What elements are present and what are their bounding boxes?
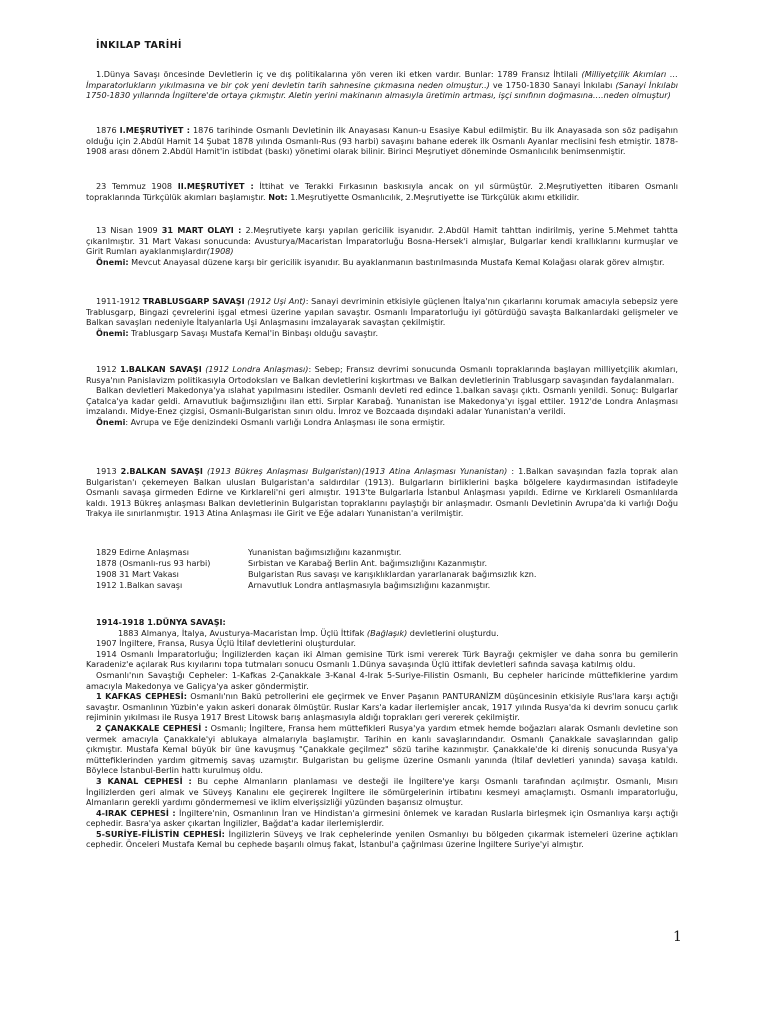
p7-paren: (1913 Bükreş Anlaşması Bulgaristan)(1913 Atina Anlaşması Yunanistan): [202, 466, 508, 476]
table-cell-result: Bulgaristan Rus savaşı ve karışıklıklardan yararlanarak bağımsızlık kzn.: [248, 569, 537, 579]
p4-text: 2.Meşrutiyete karşı yapılan gericilik isyanıdır. 2.Abdül Hamit tahttan indirilmiş, yerine 5.Mehmet tahtta çıkarılmıştır. 31 Mart Vakası sonucunda: Avusturya/Macaristan İmparatorluğu Bosna-Hersek'i almışlar, Bulgarlar kendi krallıklarını kurmuşlar ve Girit Rumları ayaklanmışlardır: [86, 225, 678, 257]
page-number: 1: [673, 929, 682, 945]
table-cell-event: 1829 Edirne Anlaşması: [96, 547, 189, 557]
paragraph-31-march: [86, 225, 678, 267]
table-cell-event: 1908 31 Mart Vakası: [96, 569, 179, 579]
table-cell-event: 1878 (Osmanlı-rus 93 harbi): [96, 558, 211, 568]
p5-paren: (1912 Uşi Ant): [244, 296, 306, 306]
p5-years: 1911-1912: [96, 296, 143, 306]
p4-heading: 31 MART OLAYI :: [161, 225, 242, 235]
kanal-text: Bu cephe Almanların planlaması ve desteği ile İngiltere'ye karşı Osmanlı tarafından açılmıştır. Osmanlı, Mısırı İngilizlerden geri almak ve Süveyş Kanalını ele geçirerek İngiltere ile sömürgelerinin irtibatını kesmeyi amaçlamıştı. Osmanlı imparatorluğu, Almanların gerekli yardımı göndermemesi ve iklim elverişsizliği yüzünden başarısız olmuştur.: [86, 775, 678, 808]
p1-text-c: ve 1750-1830 Sanayi İnkılabı: [489, 79, 616, 90]
table-cell-event: 1912 1.Balkan savaşı: [96, 580, 183, 590]
p6-heading: 1.BALKAN SAVAŞI: [120, 364, 202, 374]
paragraph-tripoli-war: [86, 296, 678, 338]
ww1-line2: 1907 İngiltere, Fransa, Rusya Üçlü İtilaf devletlerini oluşturdular.: [96, 638, 356, 649]
page-title: İNKILAP TARİHİ: [96, 40, 182, 51]
p6-onemi: : Avrupa ve Eğe denizindeki Osmanlı varlığı Londra Anlaşması ile sona ermiştir.: [125, 416, 446, 427]
p1-text-a: 1.Dünya Savaşı öncesinde Devletlerin iç ve dış politikalarına yön veren iki etken vardır. Bunlar: 1789 Fransız İhtilali: [96, 69, 582, 79]
p4-onemi: Mevcut Anayasal düzene karşı bir gericilik isyanıdır. Bu ayaklanmanın bastırılmasında Mustafa Kemal Kolağası olarak görev almıştır.: [128, 256, 665, 267]
ww1-line1a: 1883 Almanya, İtalya, Avusturya-Macaristan İmp. Üçlü İttifak: [118, 627, 367, 638]
ww1-line3: 1914 Osmanlı İmparatorluğu; İngilizlerden kaçan iki Alman gemisine Türk ismi vererek Türk Bayrağı çekmişler ve daha sonra bu gemilerin Karadeniz'e açılarak Rus kıyılarını topa tutmaları sonucu Osmanlı 1.Dünya savaşında Üçlü ittifak devletleri safında savaşa katılmış oldu.: [86, 648, 678, 670]
table-row: [86, 547, 678, 558]
irak-text: İngiltere'nin, Osmanlının İran ve Hindistan'a girmesini önlemek ve karadan Ruslarla birleşmek için Osmanlıya karşı açtığı cephedir. Basra'ya asker çıkartan İngilizler, Bağdat'a kadar ilerlemişlerdir.: [86, 807, 678, 829]
document-page: [86, 0, 686, 1024]
paragraph-first-balkan-war: [86, 364, 678, 428]
table-cell-result: Yunanistan bağımsızlığını kazanmıştır.: [248, 547, 402, 557]
p5-onemi-label: Önemi:: [96, 327, 129, 338]
independence-table: [86, 547, 678, 591]
p3-heading: II.MEŞRUTİYET :: [177, 181, 254, 191]
ww1-fronts: Osmanlı'nın Savaştığı Cepheler: 1-Kafkas 2-Çanakkale 3-Kanal 4-Irak 5-Suriye-Filistin Osmanlı, Bu cepheler haricinde müttefiklerine yardım amacıyla Makedonya ve Galiçya'ya asker göndermiştir.: [86, 669, 678, 691]
p6-text1: : Sebep; Fransız devrimi sonucunda Osmanlı topraklarında başlayan milliyetçilik akımları, Rusya'nın Panislavizm politikasıyla Ortodoksları ve Balkan devletlerini kışkırtması ve Balkan devletlerinin Trablusgarp savaşından faydalanmaları.: [86, 364, 678, 385]
p6-year: 1912: [96, 364, 121, 374]
paragraph-second-constitutional: [86, 181, 678, 202]
canakkale-heading: 2 ÇANAKKALE CEPHESİ :: [96, 722, 208, 733]
p5-heading: TRABLUSGARP SAVAŞI: [142, 296, 245, 306]
kanal-heading: 3 KANAL CEPHESİ :: [96, 775, 192, 786]
table-row: [86, 580, 678, 591]
suriye-heading: 5-SURİYE-FİLİSTİN CEPHESİ:: [96, 828, 225, 839]
p2-year: 1876: [96, 125, 120, 135]
p3-date: 23 Temmuz 1908: [96, 181, 178, 191]
p5-onemi: Trablusgarp Savaşı Mustafa Kemal'in Binbaşı olduğu savaştır.: [128, 327, 379, 338]
p1-nationalism-note: (Milliyetçilik Akımları …İmparatorlukların yıkılmasına ve bir çok yeni devletin tarih sahnesine çıkmasına neden olmuştur..): [86, 69, 678, 90]
p1-industrial-note: (Sanayi İnkılabı 1750-1830 yıllarında İngiltere'de ortaya çıkmıştır. Aletin yerini makinanın almasıyla üretimin artması, işçi sınıfının doğmasına….neden olmuştur): [86, 79, 678, 101]
p3-note: 1.Meşrutiyette Osmanlıcılık, 2.Meşrutiyette ise Türkçülük akımı etkilidir.: [287, 191, 580, 202]
p3-text: İttihat ve Terakki Fırkasının baskısıyla ancak on yıl sürmüştür. 2.Meşrutiyetten itibaren Osmanlı topraklarında Türkçülük akımları başlamıştır.: [86, 181, 679, 202]
ww1-line1b: (Bağlaşık): [366, 627, 408, 638]
ww1-line1c: devletlerini oluşturdu.: [407, 627, 499, 638]
paragraph-first-constitutional: [86, 125, 678, 157]
table-cell-result: Sırbistan ve Karabağ Berlin Ant. bağımsızlığını Kazanmıştır.: [248, 558, 488, 568]
paragraph-ww1-causes: [86, 69, 678, 101]
p4-onemi-label: Önemi:: [96, 256, 129, 267]
kafkas-text: Osmanlı'nın Bakü petrollerini ele geçirmek ve Enver Paşanın PANTURANİZM düşüncesinin etkisiyle Rus'lara karşı açtığı savaştır. Osmanlının Yüzbin'e yakın askeri donarak ölmüştür. Ruslar Kars'a kadar ilerlemişler ancak, 1917 yılında Rusya'da ki devrim sonucu çarlık rejiminin yıkılması ile Rusya 1917 Brest Litowsk barış anlaşmasıyla aldığı toprakları geri vererek çekilmiştir.: [86, 691, 679, 723]
p6-onemi-label: Önemi: [96, 416, 126, 427]
p6-paren: (1912 Londra Anlaşması): [201, 364, 309, 374]
p2-text: 1876 tarihinde Osmanlı Devletinin ilk Anayasası Kanun-u Esasiye Kabul edilmiştir. Bu ilk Anayasada son söz padişahın olduğu için 2.Abdül Hamit 14 Şubat 1878 yılında Osmanlı-Rus (93 harbi) savaşını bahane ederek ilk Osmanlı Ayanlar meclisini fesh etmiştir. 1878-1908 arası dönem 2.Abdül Hamit'in istibdat (baskı) yönetimi olarak bilinir. Birinci Meşrutiyet döneminde Osmanlıcılık benimsenmiştir.: [86, 125, 678, 157]
section-world-war-one: [86, 617, 678, 850]
kafkas-heading: 1 KAFKAS CEPHESİ:: [96, 691, 187, 702]
p3-note-label: Not:: [268, 191, 288, 202]
p4-paren: (1908): [206, 246, 234, 257]
p7-year: 1913: [96, 466, 121, 476]
p7-text: : 1.Balkan savaşından fazla toprak alan Bulgaristan'ı çekemeyen Balkan ulusları Bulgaristan'a saldırdılar (1913). Bulgarların birliklerini başka bölgelere kaydırmasından istifadeyle Osmanlı savaşa girmeden Edirne ve Kırklareli'ni geri almıştır. 1913'te Bulgarlarla İstanbul Anlaşması yapıldı. Edirne ve Kırklareli Osmanlılarda kaldı. 1913 Bükreş anlaşması Balkan devletlerinin Bulgaristan topraklarını paylaştığı bir anlaşmadır. Osmanlı Devletinin Avrupa'da ki varlığı Doğu Trakya ile sınırlanmıştır. 1913 Atina Anlaşması ile Girit ve Eğe adaları Yunanistan'a verilmiştir.: [86, 466, 678, 519]
paragraph-second-balkan-war: [86, 466, 678, 519]
p4-date: 13 Nisan 1909: [96, 225, 162, 235]
table-row: [86, 558, 678, 569]
p5-text: : Sanayi devriminin etkisiyle güçlenen İtalya'nın çıkarlarını korumak amacıyla sebepsiz yere Trablusgarp, Bingazi çevrelerini işgal etmesi üzerine yapılan savaştır. Osmanlı İmparatorluğu iyi götürdüğü savaşta Balkanlardaki gelişmeler ve Balkan savaşları nedeniyle İtalyanlarla Uşi Anlaşmasını imzalayarak savaştan çekilmiştir.: [86, 296, 678, 328]
canakkale-text: Osmanlı; İngiltere, Fransa hem müttefikleri Rusya'ya yardım etmek hemde boğazları alarak Osmanlı devletine son vermek amacıyla Çanakkale'yi ablukaya almalarıyla başlamıştır. Tarihin en kanlı savaşlarındandır. Osmanlı Çanakkale savaşlarından galip çıkmıştır. Mustafa Kemal büyük bir üne kavuşmuş "Çanakkale geçilmez" sözü tarihe kazınmıştır. Çanakkale'de ki direniş sonucunda Rusya'ya müttefiklerinden yardım gitmemiş savaş uzamıştır. Bulgaristan bu gelişme üzerine Osmanlı yanında (İtilaf devletleri yanında) savaşa katıldı. Böylece İstanbul-Berlin hattı kurulmuş oldu.: [86, 722, 678, 776]
table-cell-result: Arnavutluk Londra antlaşmasıyla bağımsızlığını kazanmıştır.: [248, 580, 491, 590]
table-row: [86, 569, 678, 580]
irak-heading: 4-IRAK CEPHESİ :: [96, 807, 176, 818]
p7-heading: 2.BALKAN SAVAŞI: [120, 466, 203, 476]
p2-heading: I.MEŞRUTİYET :: [119, 125, 190, 135]
suriye-text: İngilizlerin Süveyş ve Irak cephelerinde yenilen Osmanlıyı bu bölgeden çıkarmak istemeleri üzerine açtıkları cephedir. Önceleri Mustafa Kemal bu cephede başarılı olmuş fakat, İstanbul'a çağrılması üzerine İngiltere Suriye'yi almıştır.: [86, 828, 678, 850]
p6-text2: Balkan devletleri Makedonya'ya ıslahat yapılmasını istediler. Osmanlı devleti red edince 1.balkan savaşı çıktı. Osmanlı yenildi. Sonuç: Bulgarlar Çatalca'ya kadar geldi. Arnavutluk bağımsızlığını ilan etti. Sırplar Karabağ. Yunanistan ise Makedonya'yı işgal ettiler. 1912'de Londra Anlaşması imzalandı. Midye-Enez çizgisi, Osmanlı-Bulgaristan sınırı oldu. İmroz ve Bozcaada dışındaki adalar Yunanistan'a verildi.: [86, 385, 678, 417]
ww1-heading: 1914-1918 1.DÜNYA SAVAŞI:: [96, 617, 226, 627]
